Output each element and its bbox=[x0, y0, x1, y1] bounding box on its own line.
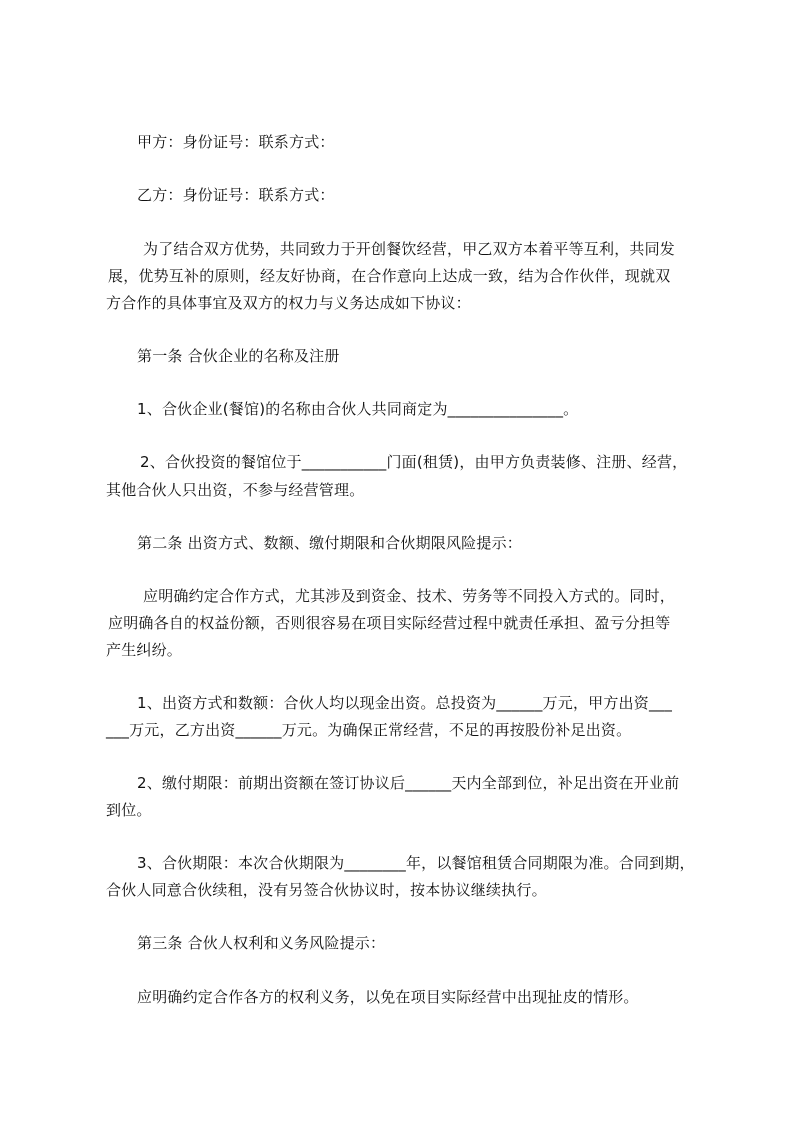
article-3-heading: 第三条 合伙人权利和义务风险提示： bbox=[137, 934, 386, 952]
preamble-line-3: 方合作的具体事宜及双方的权力与义务达成如下协议： bbox=[106, 294, 471, 312]
article-2-heading: 第二条 出资方式、数额、缴付期限和合伙期限风险提示： bbox=[137, 534, 522, 552]
article-2-clause-2-line-2: 到位。 bbox=[106, 801, 152, 819]
article-1-clause-2-line-1: 2、合伙投资的餐馆位于___________门面(租赁)，由甲方负责装修、注册、经营， bbox=[140, 453, 688, 471]
preamble-line-2: 展，优势互补的原则，经友好协商，在合作意向上达成一致，结为合作伙伴，现就双 bbox=[108, 267, 671, 285]
article-2-clause-3-line-1: 3、合伙期限：本次合伙期限为________年，以餐馆租赁合同期限为准。合同到期， bbox=[137, 854, 695, 872]
article-2-note-line-2: 应明确各自的权益份额，否则很容易在项目实际经营过程中就责任承担、盈亏分担等 bbox=[108, 614, 671, 632]
preamble-line-1: 为了结合双方优势，共同致力于开创餐饮经营，甲乙双方本着平等互利，共同发 bbox=[143, 240, 676, 258]
article-1-clause-1: 1、合伙企业(餐馆)的名称由合伙人共同商定为_______________。 bbox=[137, 400, 579, 418]
article-2-clause-2-line-1: 2、缴付期限：前期出资额在签订协议后______天内全部到位，补足出资在开业前 bbox=[137, 774, 680, 792]
article-2-note-line-1: 应明确约定合作方式，尤其涉及到资金、技术、劳务等不同投入方式的。同时， bbox=[143, 587, 676, 605]
article-2-clause-3-line-2: 合伙人同意合伙续租，没有另签合伙协议时，按本协议继续执行。 bbox=[106, 881, 547, 899]
party-a-line: 甲方：身份证号：联系方式： bbox=[137, 133, 335, 151]
article-3-note: 应明确约定合作各方的权利义务，以免在项目实际经营中出现扯皮的情形。 bbox=[137, 988, 639, 1006]
article-1-clause-2-line-2: 其他合伙人只出资，不参与经营管理。 bbox=[106, 481, 365, 499]
party-b-line: 乙方：身份证号：联系方式： bbox=[137, 186, 335, 204]
article-2-note-line-3: 产生纠纷。 bbox=[106, 641, 183, 659]
article-1-heading: 第一条 合伙企业的名称及注册 bbox=[137, 347, 340, 365]
article-2-clause-1-line-1: 1、出资方式和数额：合伙人均以现金出资。总投资为______万元，甲方出资___ bbox=[137, 694, 673, 712]
article-2-clause-1-line-2: ___万元，乙方出资______万元。为确保正常经营，不足的再按股份补足出资。 bbox=[106, 721, 632, 739]
